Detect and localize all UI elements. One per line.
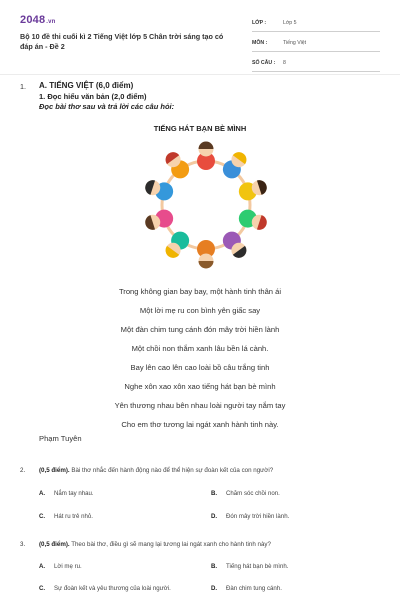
header-divider (0, 74, 400, 75)
meta-value-subject: Tiếng Việt (283, 39, 307, 46)
answer-option[interactable] (211, 585, 282, 592)
logo-tld: .vn (46, 19, 56, 25)
document-header (0, 0, 400, 74)
option-letter: A. (39, 563, 46, 570)
poem-body (0, 282, 400, 434)
meta-row-count (252, 54, 380, 72)
question-points: (0,5 điểm). (39, 541, 70, 548)
poem-title: TIẾNG HÁT BẠN BÈ MÌNH (153, 124, 247, 133)
option-text: Đàn chim tung cánh. (226, 585, 282, 592)
meta-value-class: Lớp 5 (283, 19, 297, 26)
answer-option[interactable] (211, 563, 288, 570)
option-letter: A. (39, 490, 46, 497)
option-letter: C. (39, 513, 46, 520)
question-prompt: Bài thơ nhắc đến hành động nào để thể hiện sự đoàn kết của con người? (69, 467, 274, 474)
poem-line: Một đàn chim tung cánh đón mây trời hiền lành (120, 325, 280, 334)
poem-line: Trong không gian bay bay, một hành tinh thân ái (118, 287, 282, 296)
poem-line: Nghe xôn xao xôn xao tiếng hát bạn bè mình (124, 382, 276, 391)
child-figure (197, 142, 215, 171)
answer-option[interactable] (39, 490, 94, 497)
child-figure (223, 149, 250, 178)
section-title: A. TIẾNG VIỆT (6,0 điểm) (39, 81, 134, 90)
meta-row-subject (252, 34, 380, 52)
meta-value-count: 8 (283, 59, 286, 66)
meta-row-class (252, 14, 380, 32)
option-text: Đón mây trời hiền lành. (226, 513, 290, 520)
question-text (39, 541, 384, 548)
section-number: 1. (20, 82, 26, 91)
answer-option[interactable] (39, 585, 171, 592)
section-subtitle: 1. Đọc hiểu văn bản (2,0 điểm) (39, 92, 147, 101)
option-letter: B. (211, 563, 218, 570)
question-text (39, 467, 384, 474)
question-number: 3. (20, 541, 26, 548)
option-text: Nắm tay nhau. (54, 490, 94, 497)
option-text: Sự đoàn kết và yêu thương của loài người. (54, 585, 171, 592)
document-title: Bộ 10 đề thi cuối kì 2 Tiếng Việt lớp 5 Chân trời sáng tạo có đáp án - Đề 2 (20, 32, 224, 51)
child-figure (197, 240, 215, 269)
meta-panel (252, 14, 380, 74)
poem-line: Một chồi non thắm xanh lâu bền lá cành. (131, 344, 269, 353)
answer-option[interactable] (211, 490, 280, 497)
poem-line: Một lời mẹ ru con bình yên giấc say (139, 306, 261, 315)
children-circle-illustration (140, 138, 272, 272)
section-instruction: Đọc bài thơ sau và trả lời các câu hỏi: (39, 102, 175, 111)
option-text: Chăm sóc chồi non. (226, 490, 280, 497)
answer-option[interactable] (39, 563, 82, 570)
answer-option[interactable] (211, 513, 289, 520)
question-number: 2. (20, 467, 26, 474)
logo-text: 2048 (20, 14, 46, 26)
meta-label-class: LỚP : (252, 19, 267, 26)
option-text: Tiếng hát bạn bè mình. (226, 563, 289, 570)
child-figure (163, 232, 190, 261)
meta-label-count: SỐ CÂU : (252, 59, 276, 66)
poem-line: Cho em thơ tương lai ngát xanh hành tinh này. (121, 420, 279, 429)
children-circle-image (140, 138, 272, 272)
child-figure (223, 232, 250, 261)
option-letter: B. (211, 490, 218, 497)
option-text: Hát ru trẻ nhỏ. (54, 513, 93, 520)
question-points: (0,5 điểm). (39, 467, 70, 474)
child-figure (163, 149, 190, 178)
option-letter: C. (39, 585, 46, 592)
poem-line: Yên thương nhau bên nhau loài người tay nắm tay (114, 401, 286, 410)
meta-label-subject: MÔN : (252, 39, 268, 46)
poem-author: Phạm Tuyên (39, 434, 82, 443)
question-prompt: Theo bài thơ, điều gì sẽ mang lại tương lai ngát xanh cho hành tinh này? (69, 541, 271, 548)
answer-option[interactable] (39, 513, 93, 520)
option-text: Lời mẹ ru. (54, 563, 82, 570)
option-letter: D. (211, 585, 218, 592)
option-letter: D. (211, 513, 218, 520)
site-logo[interactable] (20, 14, 56, 26)
poem-line: Bay lên cao lên cao loài bồ câu trắng tinh (130, 363, 270, 372)
